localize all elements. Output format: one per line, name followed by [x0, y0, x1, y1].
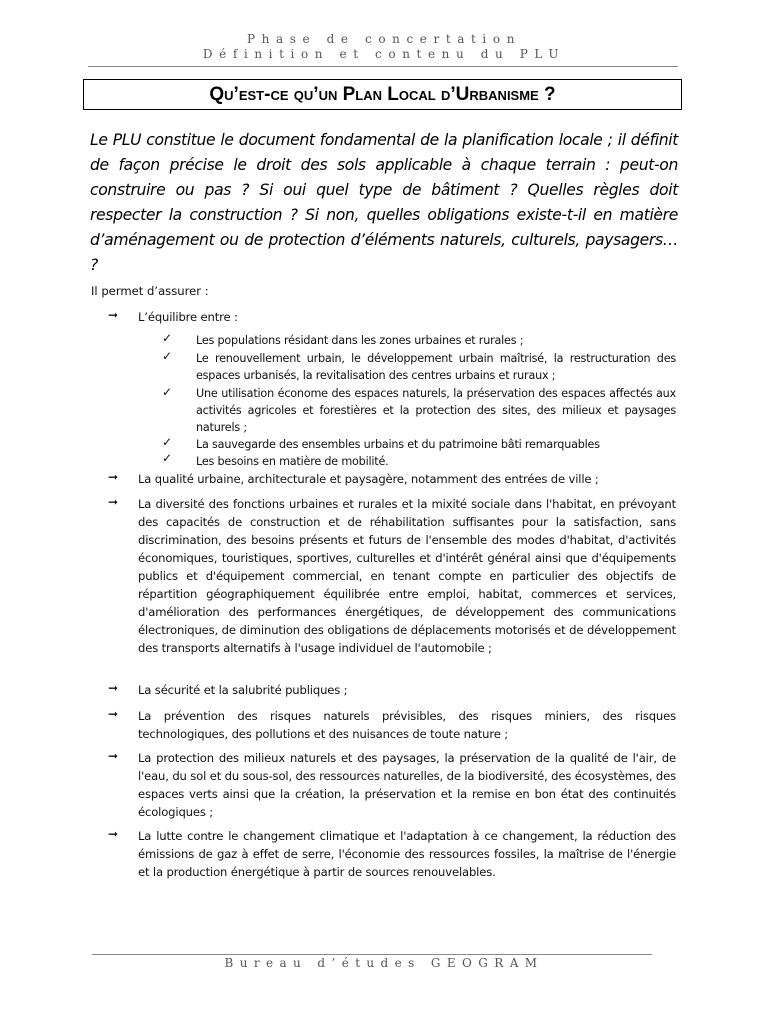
sub-list-item: Les populations résidant dans les zones urbaines et rurales ; [196, 334, 524, 347]
lead-text: Il permet d’assurer : [91, 284, 209, 298]
checkmark-icon: ✓ [162, 385, 173, 399]
checkmark-icon: ✓ [162, 451, 173, 465]
arrow-icon: ➞ [108, 749, 119, 763]
title-box [83, 79, 682, 110]
arrow-icon: ➞ [108, 308, 119, 322]
footer-divider [92, 954, 652, 955]
header-phase: Phase de concertation [246, 32, 522, 46]
page-title: Qu’est-ce qu’un Plan Local d’Urbanisme ? [209, 83, 556, 105]
sub-list-item: Le renouvellement urbain, le développement urbain maîtrisé, la restructuration des espaces urbanisés, la revitalisation des centres urbains et ruraux ; [196, 352, 676, 382]
arrow-icon: ➞ [108, 470, 119, 484]
checkmark-icon: ✓ [162, 331, 173, 345]
header-subtitle: Définition et contenu du PLU [202, 47, 566, 61]
sub-list-item: Une utilisation économe des espaces naturels, la préservation des espaces affectés aux activités agricoles et forestières et la protection des sites, des milieux et paysages naturels ; [196, 387, 676, 434]
list-item: La protection des milieux naturels et des paysages, la préservation de la qualité de l'air, de l'eau, du sol et du sous-sol, des ressources naturelles, de la biodiversité, des écosystèmes, des espaces verts ainsi que la création, la préservation et la remise en bon état des continuités écologiques ; [138, 751, 676, 819]
page-header [0, 32, 768, 62]
header-divider [88, 66, 678, 67]
list-item: La sécurité et la salubrité publiques ; [138, 683, 348, 697]
list-item: La lutte contre le changement climatique et l'adaptation à ce changement, la réduction des émissions de gaz à effet de serre, l'économie des ressources fossiles, la maîtrise de l'énergie et la production énergétique à partir de sources renouvelables. [138, 829, 676, 879]
arrow-icon: ➞ [108, 681, 119, 695]
intro-paragraph: Le PLU constitue le document fondamental de la planification locale ; il définit de façon précise le droit des sols applicable à chaque terrain : peut-on construire ou pas ? Si oui quel type de bâtiment ? Quelles règles doit respecter la construction ? Si non, quelles obligations existe-t-il en matière d’aménagement ou de protection d’éléments naturels, culturels, paysagers… ? [90, 131, 678, 274]
sub-list-item: Les besoins en matière de mobilité. [196, 455, 389, 468]
arrow-icon: ➞ [108, 495, 119, 509]
checkmark-icon: ✓ [162, 435, 173, 449]
list-item: L’équilibre entre : [138, 310, 238, 324]
sub-list-item: La sauvegarde des ensembles urbains et du patrimoine bâti remarquables [196, 438, 600, 451]
arrow-icon: ➞ [108, 827, 119, 841]
list-item: La prévention des risques naturels prévisibles, des risques miniers, des risques technologiques, des pollutions et des nuisances de toute nature ; [138, 709, 676, 741]
arrow-icon: ➞ [108, 707, 119, 721]
checkmark-icon: ✓ [162, 349, 173, 363]
page-footer: Bureau d’études GEOGRAM [224, 956, 544, 970]
list-item: La diversité des fonctions urbaines et rurales et la mixité sociale dans l'habitat, en prévoyant des capacités de construction et de réhabilitation suffisantes pour la satisfaction, sans discrimination, des besoins présents et futurs de l'ensemble des modes d'habitat, d'activités économiques, touristiques, sportives, culturelles et d'intérêt général ainsi que d'équipements publics et d'équipement commercial, en tenant compte en particulier des objectifs de répartition géographiquement équilibrée entre emploi, habitat, commerces et services, d'amélioration des performances énergétiques, de développement des communications électroniques, de diminution des obligations de déplacements motorisés et de développement des transports alternatifs à l'usage individuel de l'automobile ; [138, 497, 676, 655]
list-item: La qualité urbaine, architecturale et paysagère, notamment des entrées de ville ; [138, 472, 599, 486]
